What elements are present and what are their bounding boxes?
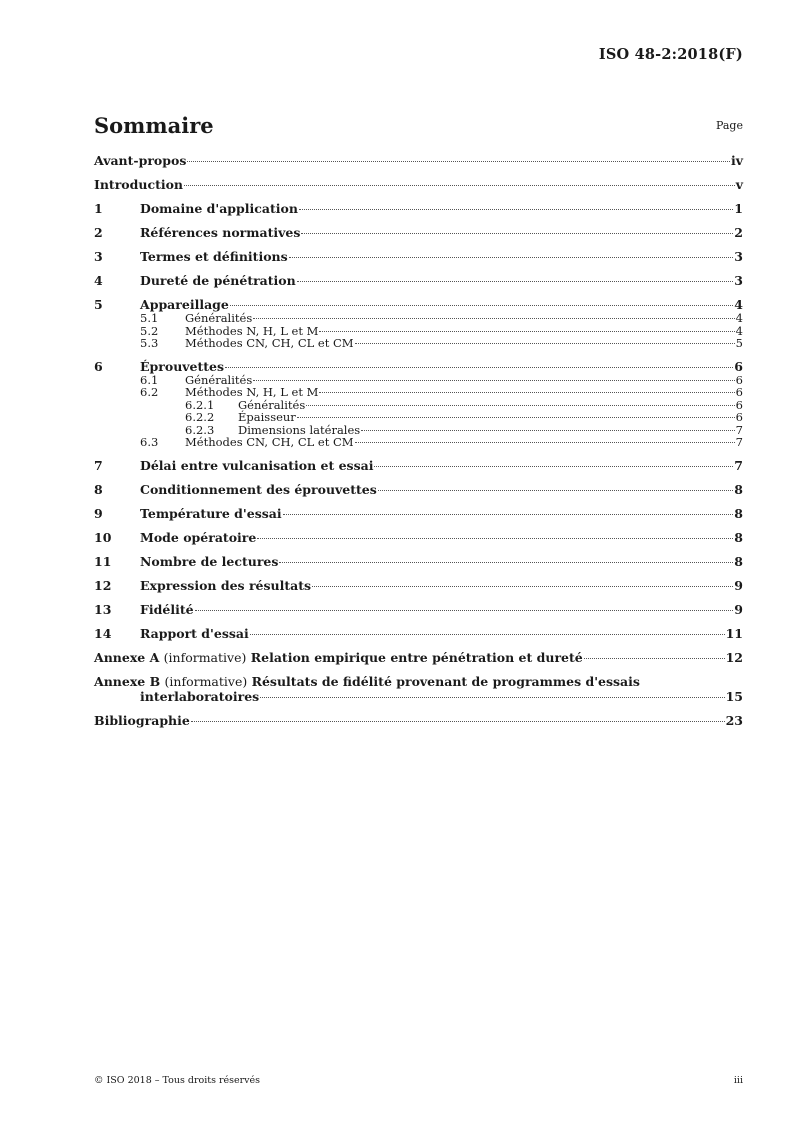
toc-entry-5[interactable]: 5 Appareillage 4: [94, 297, 743, 312]
toc-entry-annexe-b[interactable]: Annexe B (informative) Résultats de fidélité provenant de programmes d'essais interlaboratoires 15: [94, 673, 743, 704]
toc-entry-6-2-3[interactable]: 6.2.3 Dimensions latérales 7: [185, 422, 743, 437]
toc-entry-6-2[interactable]: 6.2 Méthodes N, H, L et M 6: [140, 385, 743, 399]
toc-entry-10[interactable]: 10 Mode opératoire 8: [94, 529, 743, 545]
toc-entry-bibliographie[interactable]: Bibliographie 23: [94, 712, 743, 728]
footer-copyright: © ISO 2018 – Tous droits réservés: [94, 1075, 261, 1086]
toc-entry-6-2-2[interactable]: 6.2.2 Épaisseur 6: [185, 410, 743, 424]
footer-page-number: iii: [733, 1075, 743, 1086]
toc-entry-4[interactable]: 4 Dureté de pénétration 3: [94, 273, 743, 288]
annex-b-label: Annexe B: [94, 673, 161, 689]
toc-entry-6[interactable]: 6 Éprouvettes 6: [94, 358, 743, 374]
annex-b-type: (informative): [164, 673, 248, 689]
toc-entry-7[interactable]: 7 Délai entre vulcanisation et essai 7: [94, 457, 743, 473]
toc-entry-annexe-a[interactable]: Annexe A (informative) Relation empirique entre pénétration et dureté 12: [94, 649, 743, 665]
table-of-contents: [94, 153, 743, 728]
toc-entry-1[interactable]: 1 Domaine d'application 1: [94, 201, 743, 216]
toc-entry-13[interactable]: 13 Fidélité 9: [94, 601, 743, 617]
toc-entry-9[interactable]: 9 Température d'essai 8: [94, 505, 743, 521]
toc-entry-6-1[interactable]: 6.1 Généralités 6: [140, 372, 743, 387]
annex-a-label: Annexe A: [94, 649, 160, 665]
toc-entry-avant-propos[interactable]: Avant-propos iv: [94, 153, 743, 168]
annex-b-title-line1: Résultats de fidélité provenant de programmes d'essais: [251, 673, 640, 689]
annex-a-title: Relation empirique entre pénétration et dureté: [250, 649, 583, 665]
toc-entry-3[interactable]: 3 Termes et définitions 3: [94, 249, 743, 264]
document-id: ISO 48-2:2018(F): [598, 46, 743, 63]
toc-entry-14[interactable]: 14 Rapport d'essai 11: [94, 625, 743, 641]
page-title: Sommaire: [94, 113, 214, 138]
toc-entry-11[interactable]: 11 Nombre de lectures 8: [94, 553, 743, 569]
toc-entry-5-2[interactable]: 5.2 Méthodes N, H, L et M 4: [140, 323, 743, 338]
toc-entry-6-2-1[interactable]: 6.2.1 Généralités 6: [185, 397, 743, 412]
page-column-label: Page: [715, 119, 743, 132]
toc-entry-2[interactable]: 2 Références normatives 2: [94, 225, 743, 240]
toc-entry-introduction[interactable]: Introduction v: [94, 177, 743, 192]
toc-entry-12[interactable]: 12 Expression des résultats 9: [94, 577, 743, 593]
toc-entry-5-1[interactable]: 5.1 Généralités 4: [140, 311, 743, 325]
toc-entry-6-3[interactable]: 6.3 Méthodes CN, CH, CL et CM 7: [140, 435, 743, 449]
toc-entry-8[interactable]: 8 Conditionnement des éprouvettes 8: [94, 481, 743, 497]
toc-entry-5-3[interactable]: 5.3 Méthodes CN, CH, CL et CM 5: [140, 336, 743, 350]
annex-a-type: (informative): [163, 649, 247, 665]
annex-b-title-line2: interlaboratoires: [140, 688, 260, 704]
